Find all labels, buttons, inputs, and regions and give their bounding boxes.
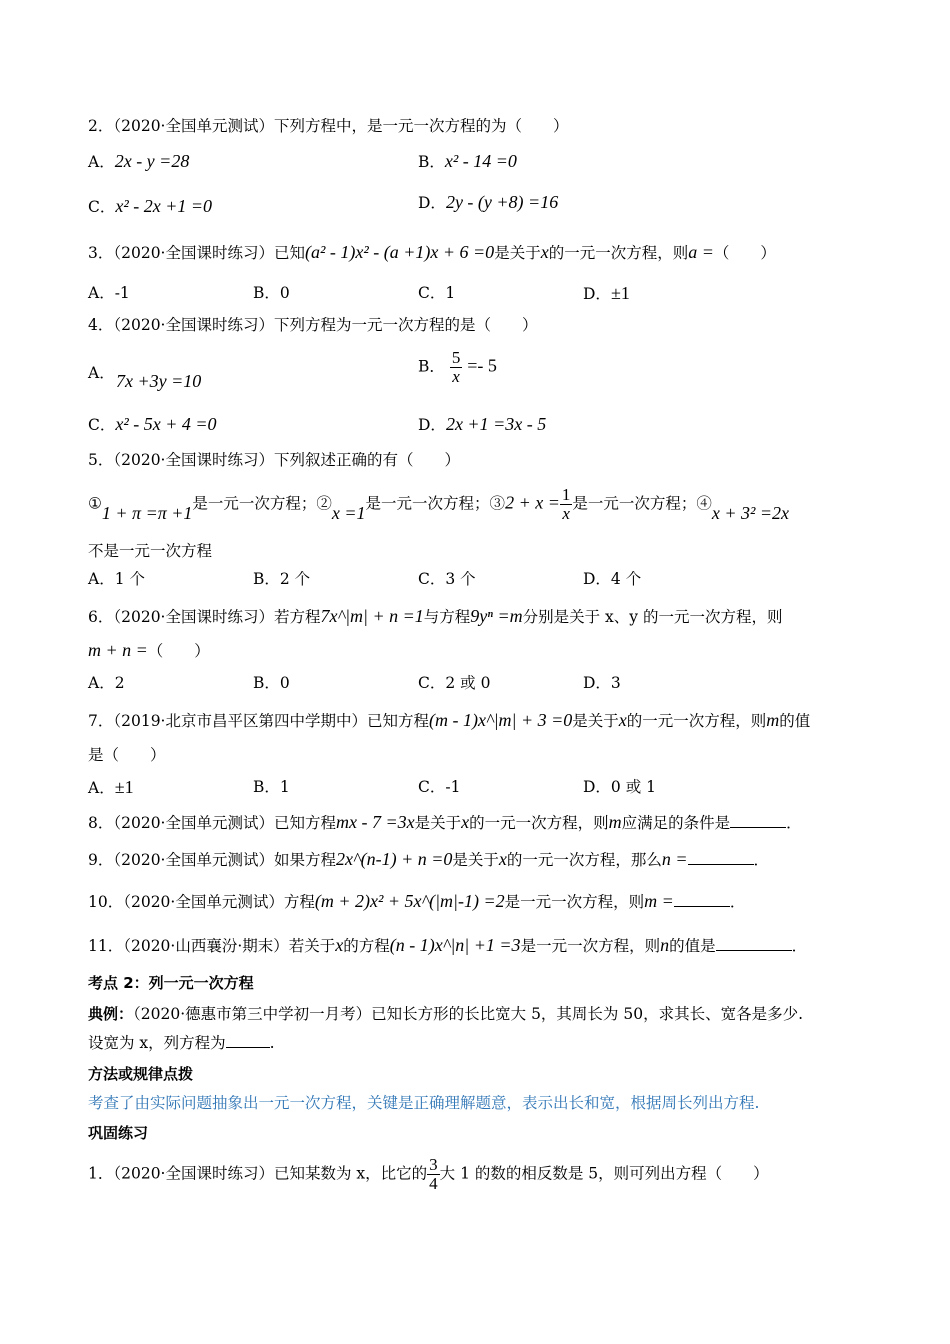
example-line2: 设宽为 x，列方程为 .	[88, 1034, 275, 1052]
q3-option-d: D．±1	[583, 283, 630, 303]
q7-option-b: B．1	[253, 778, 290, 796]
q3-option-a: A．-1	[88, 284, 130, 302]
example-answer-blank[interactable]	[226, 1033, 270, 1048]
q4-option-a-label: A．	[88, 364, 115, 382]
q5-option-a: A．1 个	[88, 570, 145, 588]
q9-stem: 9．（2020·全国单元测试）如果方程2x^(n-1) + n =0是关于x的一元一次方程，那么n = ．	[88, 849, 770, 869]
q4-b-fraction: $\frac{5}{x}$	[451, 348, 461, 386]
q6-option-d: D．3	[583, 674, 621, 692]
q9-answer-blank[interactable]	[688, 850, 754, 865]
q5-option-b: B．2 个	[253, 570, 311, 588]
q4-option-d: D．2x +1 =3x - 5	[418, 414, 547, 434]
q4-option-a-math: 7x +3y =10	[116, 371, 202, 391]
q3-stem: 3．（2020·全国课时练习）已知(a² - 1)x² - (a +1)x + 6 =0是关于x的一元一次方程，则a =（ ）	[88, 242, 776, 262]
q10-stem: 10．（2020·全国单元测试）方程(m + 2)x² + 5x^(|m|-1) =2是一元一次方程，则m = ．	[88, 891, 746, 911]
q7-line2: 是（ ）	[88, 746, 166, 764]
q7-option-c: C．-1	[418, 778, 461, 796]
q10-answer-blank[interactable]	[674, 892, 730, 907]
q6-stem: 6．（2020·全国课时练习）若方程7x^|m| + n =1与方程9yⁿ =m分别是关于 x、y 的一元一次方程，则	[88, 606, 783, 626]
q8-stem: 8．（2020·全国单元测试）已知方程mx - 7 =3x是关于x的一元一次方程，则m应满足的条件是 ．	[88, 812, 802, 832]
q2-option-a: A．2x - y =28	[88, 151, 190, 171]
q11-stem: 11．（2020·山西襄汾·期末）若关于x的方程(n - 1)x^|n| +1 =3是一元一次方程，则n的值是 ．	[88, 935, 808, 955]
q5-statements: ①1 + π =π +1是一元一次方程；②x =1是一元一次方程；③2 + x = $\frac{1}{x}$ 是一元一次方程；④x + 3² =2x	[88, 485, 790, 523]
q5-option-c: C．3 个	[418, 570, 476, 588]
q6-option-b: B．0	[253, 674, 290, 692]
q11-answer-blank[interactable]	[716, 936, 792, 951]
q5-s3-fraction: $\frac{1}{x}$	[561, 485, 571, 523]
q3-option-b: B．0	[253, 284, 290, 302]
q7-stem: 7．（2019·北京市昌平区第四中学期中）已知方程(m - 1)x^|m| + 3 =0是关于x的一元一次方程，则m的值	[88, 710, 811, 730]
method-text: 考查了由实际问题抽象出一元一次方程，关键是正确理解题意，表示出长和宽，根据周长列出方程.	[88, 1094, 760, 1112]
q2-option-c: C．x² - 2x +1 =0	[88, 196, 213, 216]
practice-q1-stem: 1．（2020·全国课时练习）已知某数为 x，比它的 $\frac{3}{4}$ 大 1 的数的相反数是 5，则可列出方程（ ）	[88, 1155, 769, 1193]
q8-answer-blank[interactable]	[730, 813, 786, 828]
q6-option-a: A．2	[88, 674, 125, 692]
method-title: 方法或规律点拨	[88, 1065, 194, 1083]
q2-stem: 2．（2020·全国单元测试）下列方程中，是一元一次方程的为（ ）	[88, 117, 569, 135]
q5-option-d: D．4 个	[583, 570, 642, 588]
practice-title: 巩固练习	[88, 1124, 149, 1142]
q6-option-c: C．2 或 0	[418, 674, 491, 692]
q4-option-c: C．x² - 5x + 4 =0	[88, 414, 217, 434]
q4-stem: 4．（2020·全国课时练习）下列方程为一元一次方程的是（ ）	[88, 316, 538, 334]
q4-option-b: B． $\frac{5}{x}$ =- 5	[418, 348, 497, 386]
q6-line2: m + n =（ ）	[88, 640, 210, 660]
q2-option-d: D．2y - (y +8) =16	[418, 192, 559, 212]
practice-q1-fraction: $\frac{3}{4}$	[429, 1155, 438, 1193]
q5-line2: 不是一元一次方程	[88, 542, 213, 560]
section2-title: 考点 2：列一元一次方程	[88, 974, 254, 992]
q3-option-c: C．1	[418, 284, 456, 302]
q7-option-a: A．±1	[88, 777, 134, 797]
example-line1: 典例：（2020·德惠市第三中学初一月考）已知长方形的长比宽大 5，其周长为 50，求其长、宽各是多少.	[88, 1005, 804, 1023]
q5-stem: 5．（2020·全国课时练习）下列叙述正确的有（ ）	[88, 451, 460, 469]
q2-option-b: B．x² - 14 =0	[418, 151, 517, 171]
q7-option-d: D．0 或 1	[583, 778, 657, 796]
